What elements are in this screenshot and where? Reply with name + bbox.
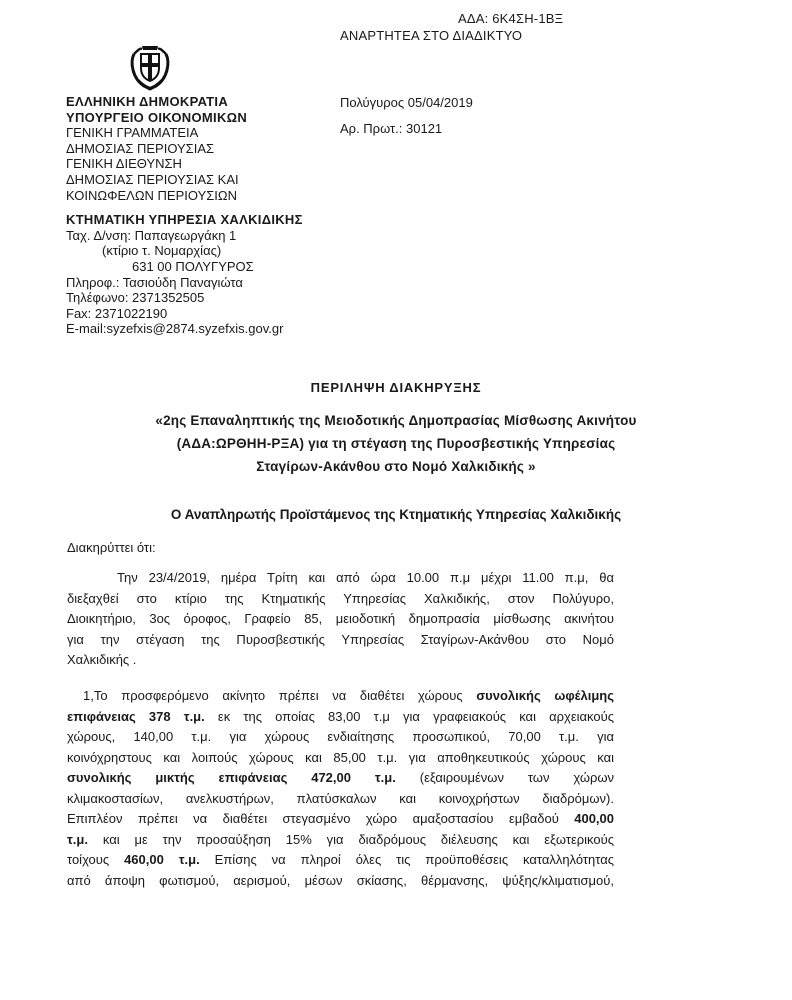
paragraph-line xyxy=(67,768,614,789)
service-name: ΚΤΗΜΑΤΙΚΗ ΥΠΗΡΕΣΙΑ ΧΑΛΚΙΔΙΚΗΣ xyxy=(66,212,303,228)
general-directorate-2: ΔΗΜΟΣΙΑΣ ΠΕΡΙΟΥΣΙΑΣ ΚΑΙ xyxy=(66,171,239,187)
text-run: εκ της οποίας 83,00 τ.μ για γραφειακούς και αρχειακούς xyxy=(204,708,614,724)
ada-code: ΑΔΑ: 6Κ4ΣΗ-1ΒΞ xyxy=(458,11,564,26)
contact-person: Πληροφ.: Τασιούδη Παναγιώτα xyxy=(66,274,243,290)
paragraph-line xyxy=(67,707,614,728)
email-address: E-mail:syzefxis@2874.syzefxis.gov.gr xyxy=(66,321,284,337)
paragraph-property-requirements xyxy=(67,686,614,891)
title-subject-line: (ΑΔΑ:ΩΡΘΗΗ-ΡΞΑ) για τη στέγαση της Πυροσβεστικής Υπηρεσίας xyxy=(176,436,616,451)
title-subject-line: Σταγίρων-Ακάνθου στο Νομό Χαλκιδικής » xyxy=(256,459,536,474)
paragraph-line: χώρους, 140,00 τ.μ. για χώρους ενδιαίτησης προσωπικού, 70,00 τ.μ. για xyxy=(67,729,614,744)
sender-block xyxy=(66,94,303,337)
text-run: και με την προσαύξηση 15% για διαδρόμους διέλευσης και εξωτερικούς xyxy=(87,831,614,847)
text-run: (εξαιρουμένων των χώρων xyxy=(395,770,615,785)
paragraph-line: Χαλκιδικής . xyxy=(67,652,137,667)
postal-address: Ταχ. Δ/νση: Παπαγεωργάκη 1 xyxy=(66,227,237,243)
bold-run: συνολικής ωφέλιμης xyxy=(476,688,614,703)
paragraph-line: κοινόχρηστους και λοιπούς χώρους και 85,00 τ.μ. για αποθηκευτικούς χώρους και xyxy=(67,749,614,765)
declares-line: Διακηρύττει ότι: xyxy=(67,540,156,555)
title-subject-line: «2ης Επαναληπτικής της Μειοδοτικής Δημοπρασίας Μίσθωσης Ακινήτου xyxy=(155,413,637,428)
ministry-name: ΥΠΟΥΡΓΕΙΟ ΟΙΚΟΝΟΜΙΚΩΝ xyxy=(66,109,248,125)
text-run: 1,Το προσφερόμενο ακίνητο πρέπει να διαθέτει χώρους xyxy=(83,688,477,703)
general-secretariat-2: ΔΗΜΟΣΙΑΣ ΠΕΡΙΟΥΣΙΑΣ xyxy=(66,140,215,156)
paragraph-line: από άποψη φωτισμού, αερισμού, μέσων σκίασης, θέρμανσης, ψύξης/κλιματισμού, xyxy=(67,872,614,888)
paragraph-line: για την στέγαση της Πυροσβεστικής Υπηρεσίας Σταγίρων-Ακάνθου στο Νομό xyxy=(67,631,614,647)
bold-run: συνολικής μικτής επιφάνειας 472,00 τ.μ. xyxy=(67,770,396,785)
greek-coat-of-arms-icon xyxy=(128,40,172,92)
paragraph-line: Διοικητήριο, 3ος όροφος, Γραφείο 85, μειοδοτική δημοπρασία μίσθωσης ακινήτου xyxy=(67,611,614,626)
bold-run: 400,00 xyxy=(574,811,614,826)
text-run: Επιπλέον πρέπει να διαθέτει στεγασμένο χώρο αμαξοστασίου εμβαδού xyxy=(67,811,575,826)
paragraph-line xyxy=(67,809,614,830)
postal-code: 631 00 ΠΟΛΥΓΥΡΟΣ xyxy=(132,258,254,274)
top-right-marks xyxy=(340,10,563,44)
general-directorate-3: ΚΟΙΝΩΦΕΛΩΝ ΠΕΡΙΟΥΣΙΩΝ xyxy=(66,187,238,203)
bold-run: επιφάνειας 378 τ.μ. xyxy=(67,708,205,724)
paragraph-line xyxy=(67,686,614,707)
document-meta xyxy=(340,95,473,147)
postal-address-building: (κτίριο τ. Νομαρχίας) xyxy=(102,243,222,259)
text-run: Επίσης να πληροί όλες τις προϋποθέσεις καταλληλότητας xyxy=(199,852,615,867)
general-directorate: ΓΕΝΙΚΗ ΔΙΕΘΥΝΣΗ xyxy=(66,156,182,172)
paragraph-auction-details xyxy=(67,568,614,671)
protocol-number: Αρ. Πρωτ.: 30121 xyxy=(340,121,443,136)
paragraph-line: κλιμακοστασίων, ανελκυστήρων, πλατύσκαλων και κοινοχρήστων διαδρόμων). xyxy=(67,790,614,806)
republic-name: ΕΛΛΗΝΙΚΗ ΔΗΜΟΚΡΑΤΙΑ xyxy=(66,94,229,109)
bold-run: 460,00 τ.μ. xyxy=(124,852,200,867)
post-online-notice: ΑΝΑΡΤΗΤΕΑ ΣΤΟ ΔΙΑΔΙΚΤΥΟ xyxy=(340,28,523,43)
paragraph-line xyxy=(67,850,614,871)
title-subject xyxy=(40,409,752,478)
issue-date: Πολύγυρος 05/04/2019 xyxy=(340,95,473,110)
paragraph-line xyxy=(67,830,614,851)
paragraph-line: Την 23/4/2019, ημέρα Τρίτη και από ώρα 10.00 π.μ μέχρι 11.00 π.μ, θα xyxy=(117,570,614,585)
title-main: ΠΕΡΙΛΗΨΗ ΔΙΑΚΗΡΥΞΗΣ xyxy=(310,380,482,395)
paragraph-line: διεξαχθεί στο κτίριο της Κτηματικής Υπηρεσίας Χαλκιδικής, στον Πολύγυρο, xyxy=(67,590,614,606)
acting-head-heading: Ο Αναπληρωτής Προϊστάμενος της Κτηματικής Υπηρεσίας Χαλκιδικής xyxy=(170,507,622,522)
phone-number: Τηλέφωνο: 2371352505 xyxy=(66,290,205,306)
bold-run: τ.μ. xyxy=(67,831,88,847)
general-secretariat: ΓΕΝΙΚΗ ΓΡΑΜΜΑΤΕΙΑ xyxy=(66,125,199,141)
text-run: τοίχους xyxy=(67,852,125,867)
fax-number: Fax: 2371022190 xyxy=(66,305,168,321)
announcement-title xyxy=(40,380,752,478)
